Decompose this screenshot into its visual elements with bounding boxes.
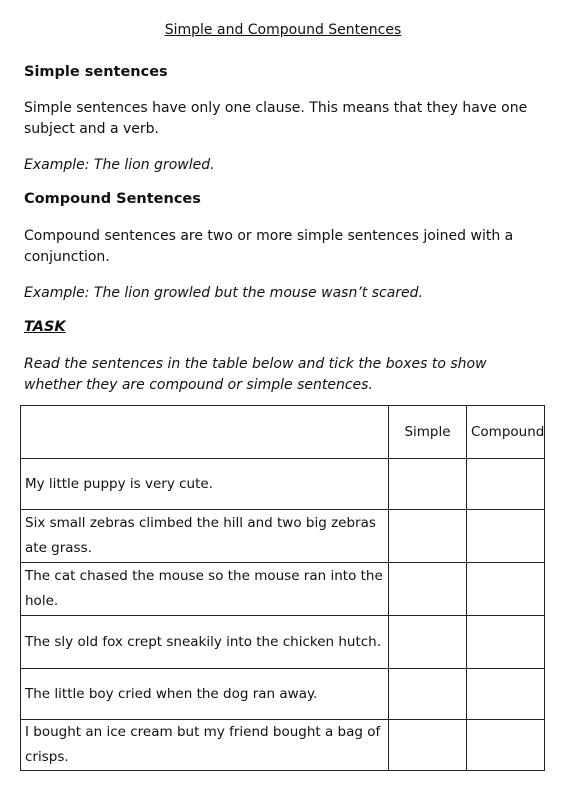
compound-description: Compound sentences are two or more simple sentences joined with a conjunction. [24,228,514,265]
header-cell-sentence [21,406,389,459]
task-instructions: Read the sentences in the table below and tick the boxes to show whether they are compound or simple sentences. [24,356,487,393]
table-row [21,459,545,510]
sentence-cell: Six small zebras climbed the hill and two big zebras ate grass. [21,510,389,563]
simple-heading: Simple sentences [24,64,168,80]
compound-example: Example: The lion growled but the mouse wasn’t scared. [24,285,423,301]
sentence-cell: The little boy cried when the dog ran away. [21,669,389,720]
table-row [21,616,545,669]
sentence-cell: My little puppy is very cute. [21,459,389,510]
task-label: TASK [24,319,66,335]
compound-tick-box[interactable] [467,720,545,771]
compound-tick-box[interactable] [467,563,545,616]
compound-heading: Compound Sentences [24,191,201,207]
page-title: Simple and Compound Sentences [164,22,402,38]
sentence-cell: The sly old fox crept sneakily into the chicken hutch. [21,616,389,669]
sentence-cell: The cat chased the mouse so the mouse ran into the hole. [21,563,389,616]
table-row [21,720,545,771]
simple-description: Simple sentences have only one clause. This means that they have one subject and a verb. [24,100,528,137]
table-header-row [21,406,545,459]
simple-tick-box[interactable] [389,510,467,563]
header-cell-simple: Simple [389,406,467,459]
simple-tick-box[interactable] [389,669,467,720]
table-row [21,563,545,616]
table-row [21,510,545,563]
simple-tick-box[interactable] [389,459,467,510]
compound-tick-box[interactable] [467,616,545,669]
compound-tick-box[interactable] [467,459,545,510]
header-cell-compound: Compound [467,406,545,459]
compound-tick-box[interactable] [467,669,545,720]
table-row [21,669,545,720]
simple-example: Example: The lion growled. [24,157,215,173]
simple-tick-box[interactable] [389,720,467,771]
compound-tick-box[interactable] [467,510,545,563]
sentence-table [20,405,545,771]
simple-tick-box[interactable] [389,616,467,669]
sentence-cell: I bought an ice cream but my friend bought a bag of crisps. [21,720,389,771]
simple-tick-box[interactable] [389,563,467,616]
